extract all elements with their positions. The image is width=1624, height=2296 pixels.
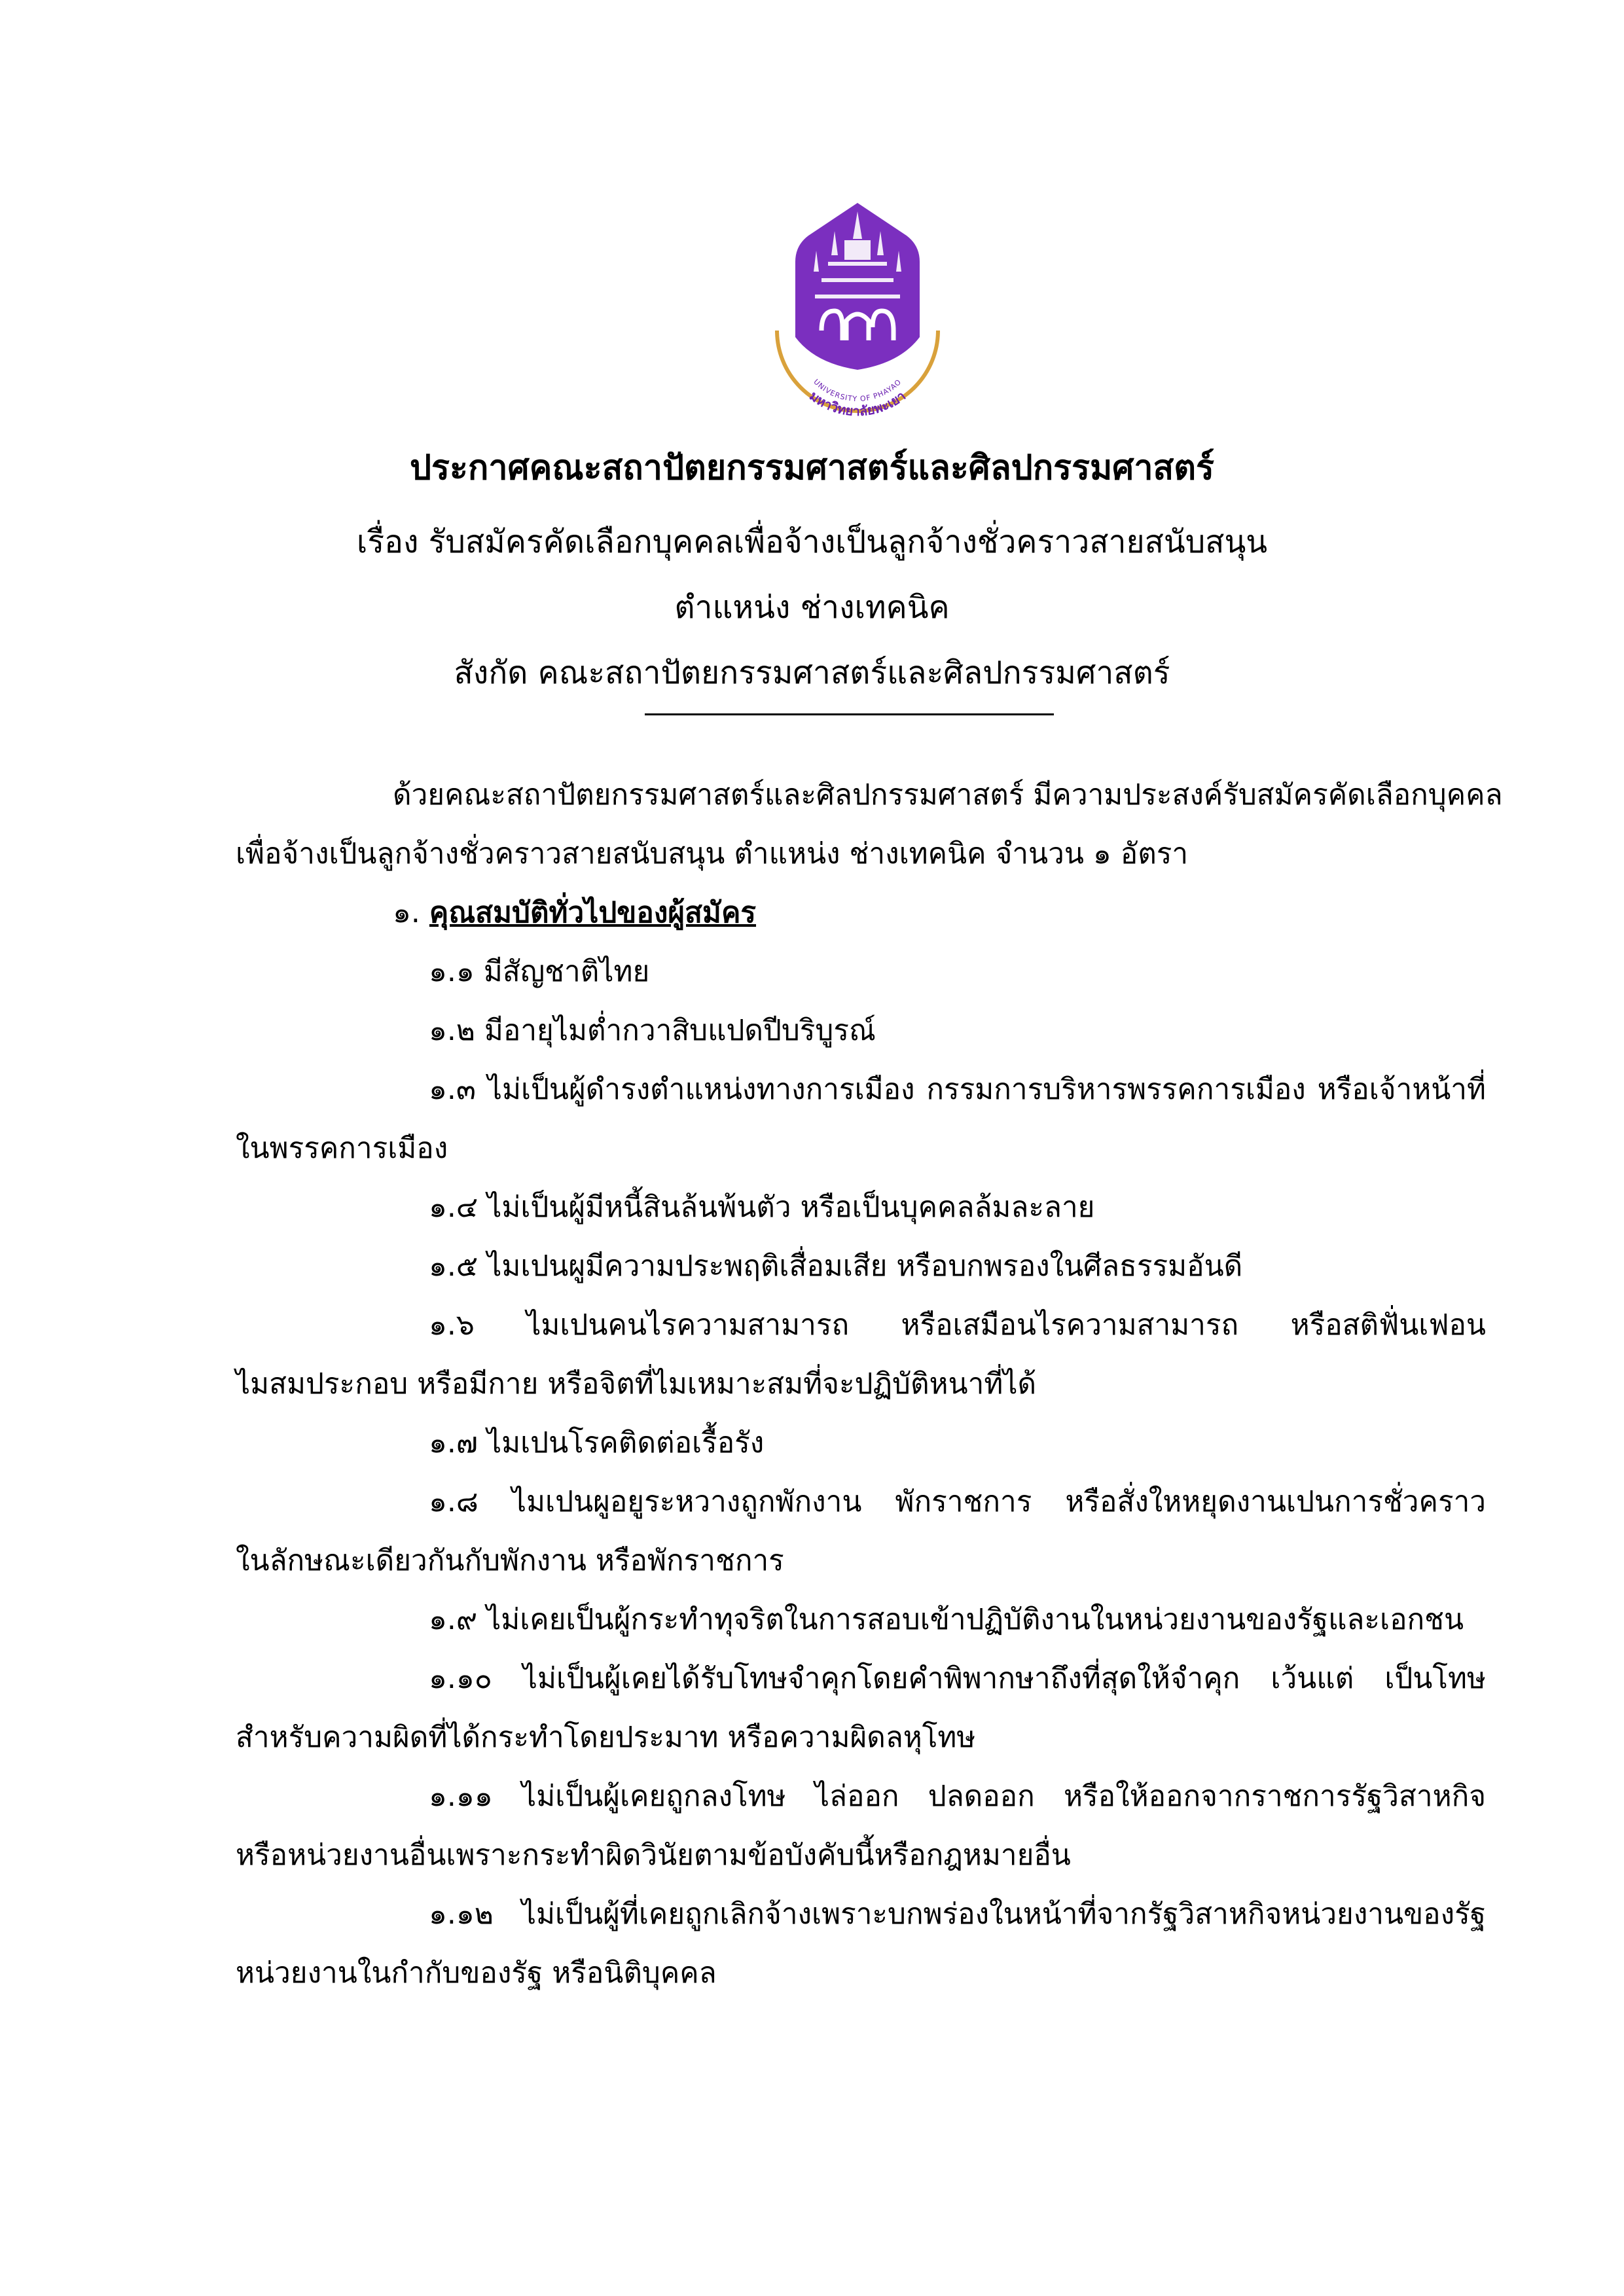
qualification-item-1-7: ๑.๗ ไมเปนโรคติดต่อเรื้อรัง	[429, 1426, 765, 1460]
qualification-item-1-10-cont: สำหรับความผิดที่ได้กระทำโดยประมาท หรือความผิดลหุโทษ	[236, 1721, 976, 1754]
intro-line-1: ด้วยคณะสถาปัตยกรรมศาสตร์และศิลปกรรมศาสตร์ มีความประสงค์รับสมัครคัดเลือกบุคคล	[393, 778, 1503, 812]
header-divider	[645, 713, 1054, 715]
qualification-item-1-11-cont: หรือหน่วยงานอื่นเพราะกระทำผิดวินัยตามข้อบังคับนี้หรือกฎหมายอื่น	[236, 1839, 1071, 1872]
logo-caption-english: UNIVERSITY OF PHAYAO	[812, 377, 903, 404]
qualification-item-1-2: ๑.๒ มีอายุไมต่ำกวาสิบแปดปีบริบูรณ์	[429, 1014, 876, 1047]
qualification-item-1-5: ๑.๕ ไมเปนผูมีความประพฤติเสื่อมเสีย หรือบกพรองในศีลธรรมอันดี	[429, 1249, 1243, 1283]
qualification-item-1-3: ๑.๓ ไม่เป็นผู้ดำรงตำแหน่งทางการเมือง กรรมการบริหารพรรคการเมือง หรือเจ้าหน้าที่	[429, 1073, 1486, 1106]
qualification-item-1-4: ๑.๔ ไม่เป็นผู้มีหนี้สินล้นพ้นตัว หรือเป็นบุคคลล้มละลาย	[429, 1191, 1095, 1224]
logo-caption-thai: มหาวิทยาลัยพะเยา	[806, 387, 909, 420]
qualification-item-1-9: ๑.๙ ไม่เคยเป็นผู้กระทำทุจริตในการสอบเข้าปฏิบัติงานในหน่วยงานของรัฐและเอกชน	[429, 1603, 1464, 1636]
intro-line-2: เพื่อจ้างเป็นลูกจ้างชั่วคราวสายสนับสนุน ตำแหน่ง ช่างเทคนิค จำนวน ๑ อัตรา	[236, 837, 1189, 870]
qualification-item-1-12: ๑.๑๒ ไม่เป็นผู้ที่เคยถูกเลิกจ้างเพราะบกพร่องในหน้าที่จากรัฐวิสาหกิจหน่วยงานของรัฐ	[429, 1897, 1486, 1931]
announcement-position: ตำแหน่ง ช่างเทคนิค	[674, 589, 950, 626]
section-1-title: คุณสมบัติทั่วไปของผู้สมัคร	[429, 896, 757, 929]
svg-text:มหาวิทยาลัยพะเยา	[806, 387, 909, 419]
announcement-title: ประกาศคณะสถาปัตยกรรมศาสตร์และศิลปกรรมศาสตร์	[410, 448, 1214, 488]
university-logo	[769, 200, 946, 425]
qualification-item-1-12-cont: หน่วยงานในกำกับของรัฐ หรือนิติบุคคล	[236, 1956, 717, 1990]
announcement-subject: เรื่อง รับสมัครคัดเลือกบุคคลเพื่อจ้างเป็นลูกจ้างชั่วคราวสายสนับสนุน	[356, 524, 1268, 560]
section-1-number: ๑.	[393, 896, 420, 929]
qualification-item-1-10: ๑.๑๐ ไม่เป็นผู้เคยได้รับโทษจำคุกโดยคำพิพากษาถึงที่สุดให้จำคุก เว้นแต่ เป็นโทษ	[429, 1662, 1486, 1695]
qualification-item-1-6: ๑.๖ ไมเปนคนไรความสามารถ หรือเสมือนไรความสามารถ หรือสติฟั่นเฟอน	[429, 1308, 1486, 1342]
section-1-heading	[393, 893, 756, 933]
qualification-item-1-8-cont: ในลักษณะเดียวกันกับพักงาน หรือพักราชการ	[236, 1544, 784, 1577]
qualification-item-1-1: ๑.๑ มีสัญชาติไทย	[429, 955, 650, 988]
qualification-item-1-8: ๑.๘ ไมเปนผูอยูระหวางถูกพักงาน พักราชการ หรือสั่งใหหยุดงานเปนการชั่วคราว	[429, 1485, 1486, 1518]
qualification-item-1-3-cont: ในพรรคการเมือง	[236, 1132, 448, 1165]
qualification-item-1-11: ๑.๑๑ ไม่เป็นผู้เคยถูกลงโทษ ไล่ออก ปลดออก หรือให้ออกจากราชการรัฐวิสาหกิจ	[429, 1780, 1486, 1813]
qualification-item-1-6-cont: ไมสมประกอบ หรือมีกาย หรือจิตที่ไมเหมาะสมที่จะปฏิบัติหนาที่ได้	[236, 1367, 1037, 1401]
announcement-affiliation: สังกัด คณะสถาปัตยกรรมศาสตร์และศิลปกรรมศาสตร์	[454, 655, 1170, 691]
